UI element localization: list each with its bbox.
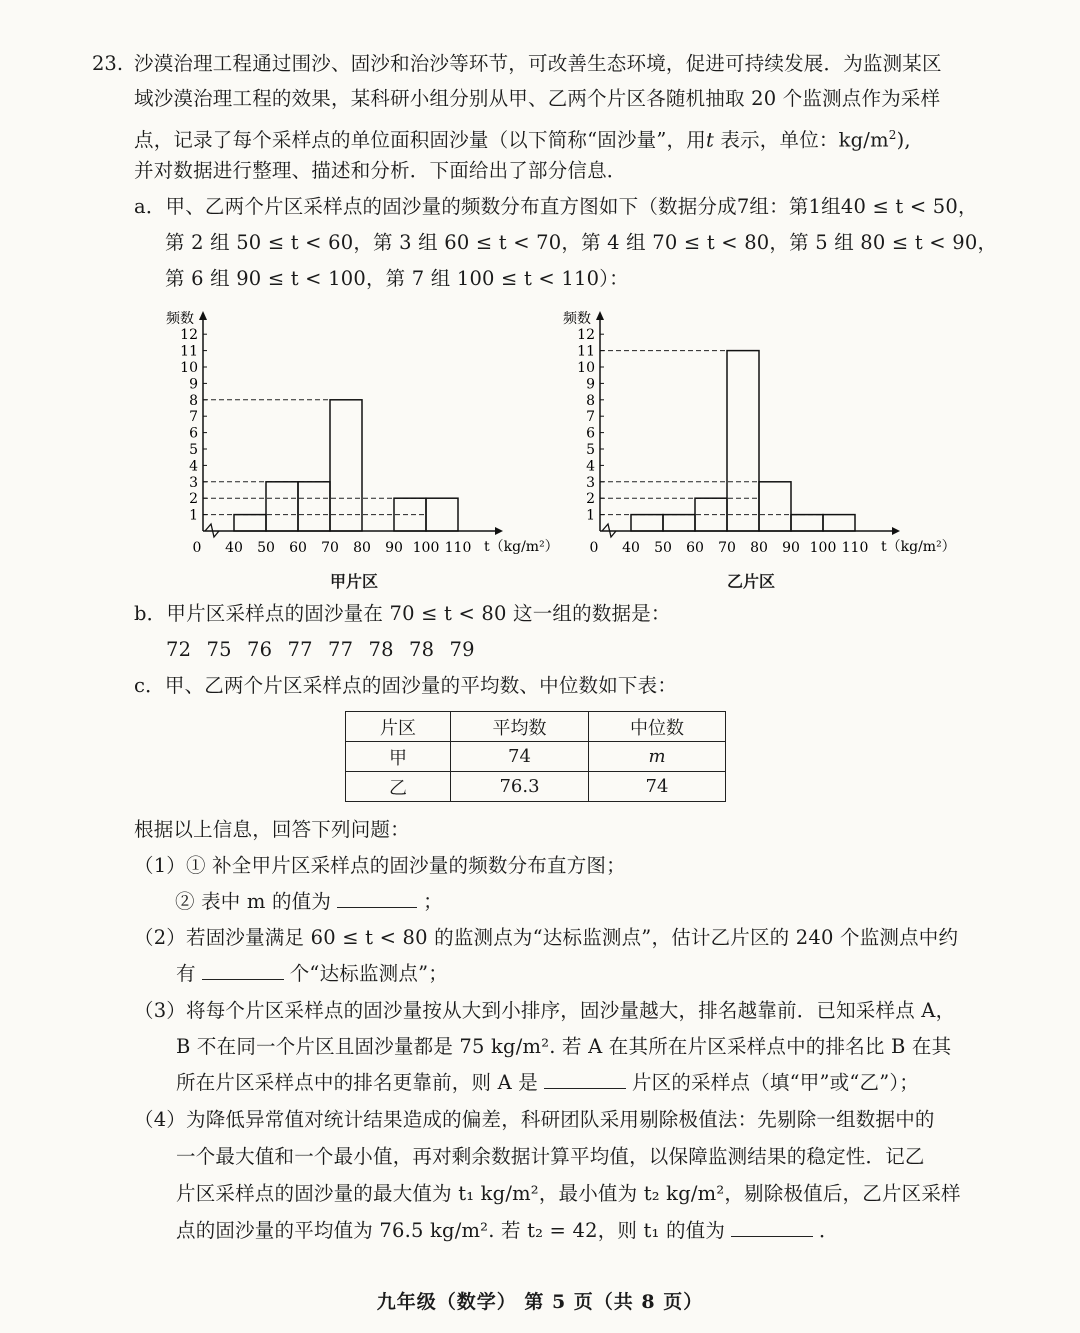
table-row (346, 742, 726, 772)
q2-text: 有 (176, 962, 196, 985)
y-axis-label: 频数 (166, 311, 194, 327)
part-b-line: b．甲片区采样点的固沙量在 70 ≤ t < 80 这一组的数据是： (134, 602, 671, 625)
stats-table (345, 711, 726, 802)
answer-blank[interactable] (731, 1214, 813, 1237)
intro-line-4: 并对数据进行整理、描述和分析．下面给出了部分信息． (134, 159, 627, 182)
x-tick-label: 50 (654, 540, 672, 556)
x-tick-label: 60 (686, 540, 704, 556)
intro-line-3-tail: 表示，单位：kg/m (714, 128, 889, 152)
y-tick-label: 4 (586, 458, 595, 475)
histogram-bar (330, 400, 362, 531)
table-row (346, 772, 726, 802)
y-axis-label: 频数 (563, 311, 591, 327)
data-value: 72 (166, 638, 192, 661)
data-value: 77 (287, 638, 313, 661)
histogram-bar (266, 482, 298, 531)
x-tick-label: 80 (353, 540, 371, 556)
table-header: 平均数 (451, 712, 589, 742)
q3-line-2: B 不在同一个片区且固沙量都是 75 kg/m². 若 A 在其所在片区采样点中的排名比 B 在其 (176, 1035, 952, 1058)
y-tick-label: 11 (180, 343, 198, 360)
x-tick-label: 0 (589, 540, 599, 556)
data-value: 75 (206, 638, 232, 661)
y-tick-label: 2 (189, 491, 198, 508)
y-tick-label: 6 (586, 425, 595, 442)
y-axis-arrow (199, 311, 207, 320)
y-tick-label: 9 (189, 376, 198, 393)
y-axis-arrow (596, 311, 604, 320)
q1-part2 (175, 884, 443, 920)
table-cell: m (589, 742, 726, 772)
data-value: 76 (247, 638, 273, 661)
y-tick-label: 5 (189, 442, 198, 458)
part-a-line-3: 第 6 组 90 ≤ t < 100，第 7 组 100 ≤ t < 110）： (165, 267, 629, 290)
x-tick-label: 40 (622, 540, 640, 556)
table-header: 中位数 (589, 712, 726, 742)
x-tick-label: 110 (444, 540, 472, 556)
x-axis-label: t（kg/m²） (881, 539, 956, 555)
q1-part2-end: ； (423, 890, 443, 913)
y-tick-label: 8 (586, 392, 595, 409)
y-tick-label: 11 (577, 343, 595, 360)
intro-line-3-end: ), (896, 128, 911, 152)
x-axis-label: t（kg/m²） (484, 539, 559, 555)
y-tick-label: 10 (577, 360, 595, 376)
histogram-bar (663, 515, 695, 531)
q2-line-2 (176, 956, 448, 992)
answer-blank[interactable] (337, 885, 417, 908)
histogram-bar (298, 482, 330, 531)
table-header: 片区 (346, 712, 451, 742)
q2-end: 个“达标监测点”； (289, 962, 448, 985)
table-header-row (346, 712, 726, 742)
answer-blank[interactable] (544, 1066, 626, 1089)
y-tick-label: 3 (586, 474, 595, 491)
x-tick-label: 100 (412, 540, 440, 556)
q3-line-3 (176, 1065, 919, 1101)
q1-part2-text: ② 表中 m 的值为 (175, 890, 332, 913)
q4-line-4 (176, 1213, 839, 1249)
data-value: 78 (409, 638, 435, 661)
histogram-bar (426, 498, 458, 531)
data-value: 79 (449, 638, 475, 661)
table-cell: 74 (451, 742, 589, 772)
q3-text: 所在片区采样点中的排名更靠前，则 A 是 (176, 1071, 538, 1094)
x-tick-label: 100 (809, 540, 837, 556)
page-footer: 九年级（数学） 第 5 页（共 8 页） (376, 1291, 704, 1313)
histogram-bar (759, 482, 791, 531)
x-tick-label: 110 (841, 540, 869, 556)
histogram-yi (547, 300, 957, 566)
q3-line-1: （3）将每个片区采样点的固沙量按从大到小排序，固沙量越大，排名越靠前．已知采样点 A， (134, 999, 956, 1022)
q4-line-3: 片区采样点的固沙量的最大值为 t₁ kg/m²，最小值为 t₂ kg/m²，剔除极值后，乙片区采样 (176, 1182, 961, 1205)
q1-part1: （1）① 补全甲片区采样点的固沙量的频数分布直方图； (134, 854, 626, 877)
histogram-jia (150, 300, 560, 566)
y-tick-label: 12 (180, 327, 198, 344)
y-tick-label: 9 (586, 376, 595, 393)
y-tick-label: 6 (189, 425, 198, 442)
questions-lead: 根据以上信息，回答下列问题： (134, 818, 410, 841)
x-tick-label: 60 (289, 540, 307, 556)
part-a-line-1: a．甲、乙两个片区采样点的固沙量的频数分布直方图如下（数据分成7组：第1组40 ≤ t < 50， (134, 195, 978, 218)
y-tick-label: 3 (189, 474, 198, 491)
y-tick-label: 2 (586, 491, 595, 508)
q4-line-1: （4）为降低异常值对统计结果造成的偏差，科研团队采用剔除极值法：先剔除一组数据中的 (134, 1108, 935, 1131)
part-b-values (166, 632, 490, 668)
part-a-line-2: 第 2 组 50 ≤ t < 60，第 3 组 60 ≤ t < 70，第 4 组 70 ≤ t < 80，第 5 组 80 ≤ t < 90， (165, 231, 998, 254)
x-tick-label: 90 (782, 540, 800, 556)
table-cell: 76.3 (451, 772, 589, 802)
y-tick-label: 10 (180, 360, 198, 376)
y-tick-label: 1 (586, 507, 595, 524)
y-tick-label: 7 (586, 409, 595, 426)
table-cell: 甲 (346, 742, 451, 772)
question-number: 23. (92, 52, 124, 75)
histogram-svg (150, 300, 560, 562)
histogram-bar (823, 515, 855, 531)
q4-end: ． (819, 1219, 839, 1242)
y-tick-label: 8 (189, 392, 198, 409)
x-tick-label: 80 (750, 540, 768, 556)
part-c-line: c．甲、乙两个片区采样点的固沙量的平均数、中位数如下表： (134, 674, 678, 697)
x-tick-label: 90 (385, 540, 403, 556)
x-axis-arrow (892, 527, 900, 535)
y-tick-label: 5 (586, 442, 595, 458)
x-tick-label: 70 (718, 540, 736, 556)
unit-sup: 2 (888, 128, 897, 142)
x-tick-label: 70 (321, 540, 339, 556)
q3-end: 片区的采样点（填“甲”或“乙”）； (631, 1071, 920, 1094)
histogram-bar (234, 515, 266, 531)
intro-line-2: 域沙漠治理工程的效果，某科研小组分别从甲、乙两个片区各随机抽取 20 个监测点作为采样 (134, 87, 941, 110)
histogram-svg (547, 300, 957, 562)
data-value: 78 (368, 638, 394, 661)
y-tick-label: 12 (577, 327, 595, 344)
q2-line-1: （2）若固沙量满足 60 ≤ t < 80 的监测点为“达标监测点”，估计乙片区的 240 个监测点中约 (134, 926, 959, 949)
histogram-bar (631, 515, 663, 531)
x-tick-label: 50 (257, 540, 275, 556)
q4-text: 点的固沙量的平均值为 76.5 kg/m². 若 t₂ = 42，则 t₁ 的值为 (176, 1219, 726, 1242)
histogram-yi-caption: 乙片区 (727, 572, 776, 591)
y-tick-label: 4 (189, 458, 198, 475)
histogram-bar (727, 351, 759, 531)
data-value: 77 (328, 638, 354, 661)
x-axis-arrow (495, 527, 503, 535)
y-tick-label: 1 (189, 507, 198, 524)
answer-blank[interactable] (202, 957, 284, 980)
histogram-bar (791, 515, 823, 531)
histogram-jia-caption: 甲片区 (330, 572, 379, 591)
var-t: t (705, 128, 714, 152)
x-tick-label: 0 (192, 540, 202, 556)
table-cell: 74 (589, 772, 726, 802)
intro-line-1: 沙漠治理工程通过围沙、固沙和治沙等环节，可改善生态环境，促进可持续发展．为监测某区 (134, 52, 942, 75)
intro-line-3-text: 点，记录了每个采样点的单位面积固沙量（以下简称“固沙量”，用 (134, 128, 706, 152)
y-tick-label: 7 (189, 409, 198, 426)
table-cell: 乙 (346, 772, 451, 802)
x-tick-label: 40 (225, 540, 243, 556)
q4-line-2: 一个最大值和一个最小值，再对剩余数据计算平均值，以保障监测结果的稳定性．记乙 (176, 1145, 925, 1168)
